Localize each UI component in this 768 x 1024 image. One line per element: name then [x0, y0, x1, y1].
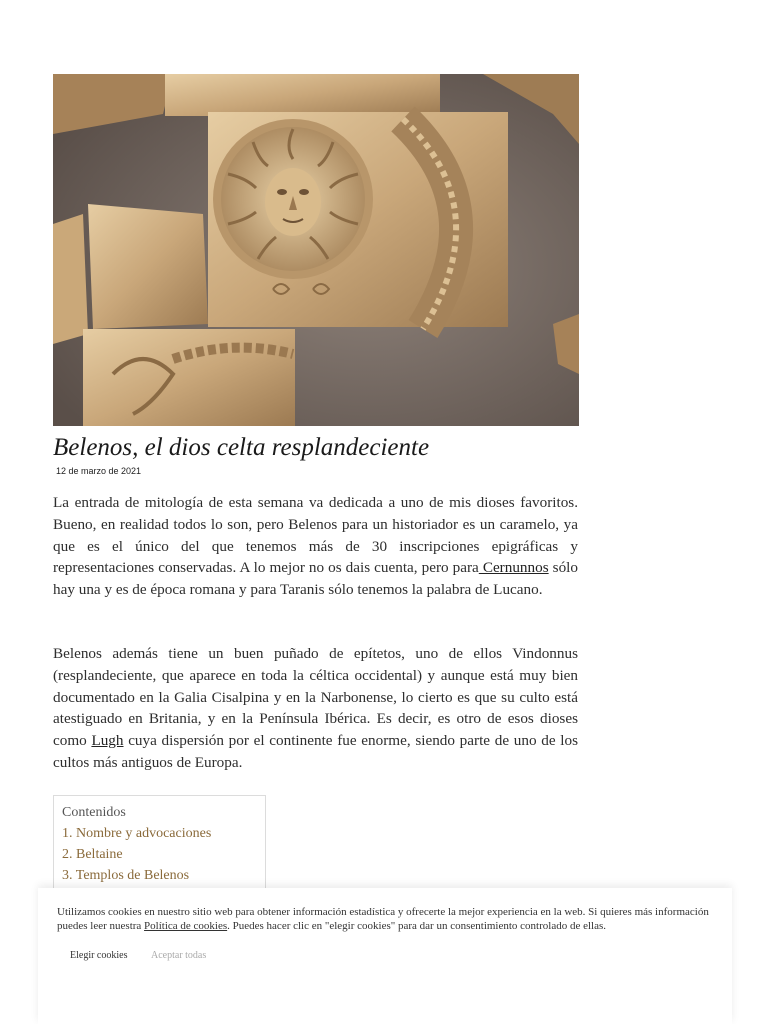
- paragraph-text: La entrada de mitología de esta semana va dedicada a uno de mis dioses favoritos. Bueno, en realidad todos lo son, pero Belenos para un historiador es un caramelo, ya que es el único del que tenemos más de 30 inscripciones epigráficas y representaciones conservadas. A lo mejor no os dais cuenta, pero para: [53, 494, 578, 577]
- cookie-banner: [38, 888, 732, 1024]
- lugh-link[interactable]: Lugh: [91, 732, 124, 750]
- cookie-text-end: . Puedes hacer clic en "elegir cookies" para dar un consentimiento controlado de ellas.: [227, 919, 607, 932]
- cookie-text-start: Utilizamos cookies en nuestro sitio web para obtener información estadística y ofrecerte la mejor experiencia en la web. Si quieres más información puedes leer nuestra: [57, 906, 709, 932]
- article-paragraph-1: [53, 492, 578, 601]
- article-paragraph-2: [53, 643, 578, 774]
- cernunnos-link[interactable]: Cernunnos: [478, 559, 549, 577]
- paragraph-text: Belenos además tiene un buen puñado de epítetos, uno de ellos Vindonnus (resplandeciente, que aparece en toda la céltica occidental) y aunque está muy bien documentado en la Galia Cisalpina y en la Narbonense, lo cierto es que su culto está atestiguado en Britania, y en la Península Ibérica. Es decir, es otro de esos dioses como: [53, 645, 578, 750]
- gorgon-relief-image: [53, 74, 579, 426]
- cookie-message: [57, 906, 717, 933]
- article-title: Belenos, el dios celta resplandeciente: [53, 434, 430, 461]
- accept-all-button[interactable]: Aceptar todas: [151, 950, 207, 961]
- paragraph-text: cuya dispersión por el continente fue enorme, siendo parte de uno de los cultos más antiguos de Europa.: [53, 732, 578, 771]
- toc-title: Contenidos: [62, 805, 126, 820]
- choose-cookies-button[interactable]: Elegir cookies: [70, 950, 128, 961]
- toc-item-templos[interactable]: 3. Templos de Belenos: [62, 868, 190, 883]
- cookie-policy-link[interactable]: Política de cookies: [144, 919, 228, 932]
- toc-item-nombre[interactable]: 1. Nombre y advocaciones: [62, 826, 212, 841]
- hero-image: [53, 74, 579, 426]
- toc-item-beltaine[interactable]: 2. Beltaine: [62, 847, 123, 862]
- paragraph-text: sólo hay una y es de época romana y para Taranis sólo tenemos la palabra de Lucano.: [53, 559, 578, 599]
- article-date: 12 de marzo de 2021: [56, 466, 142, 476]
